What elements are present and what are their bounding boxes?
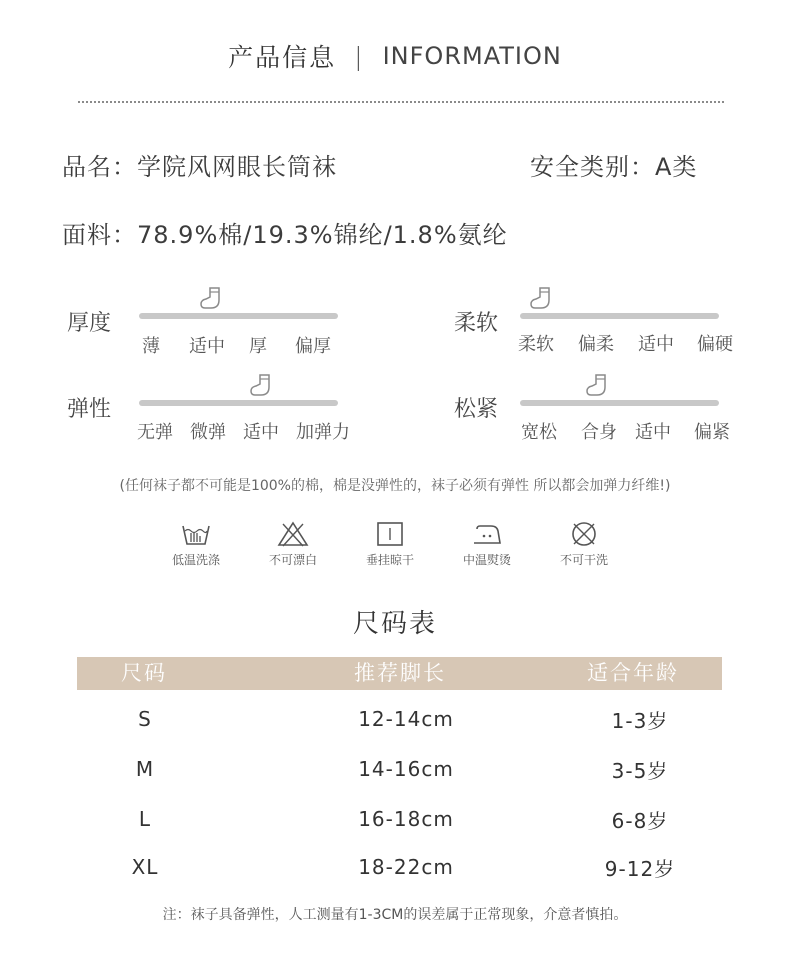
cell-foot-length: 16-18cm <box>358 807 454 831</box>
title-separator: | <box>354 41 365 71</box>
care-item-hand-wash <box>156 521 236 568</box>
product-name-label: 品名： <box>62 153 137 181</box>
iron-medium-icon <box>471 521 503 547</box>
hang-dry-icon <box>374 521 406 547</box>
fabric-label: 面料： <box>62 221 137 249</box>
attr-softness-label: 柔软 <box>454 311 499 336</box>
care-label: 垂挂晾干 <box>365 553 414 567</box>
care-item-no-dry-clean <box>544 521 624 568</box>
safety-category-value: A类 <box>655 153 698 181</box>
sock-indicator-icon <box>199 286 225 312</box>
thickness-option: 厚 <box>249 336 267 357</box>
cell-size: S <box>138 707 152 731</box>
elasticity-option: 无弹 <box>137 422 173 443</box>
safety-category-label: 安全类别： <box>530 153 655 181</box>
cell-age: 1-3岁 <box>611 709 669 733</box>
fit-option: 合身 <box>581 422 617 443</box>
fabric-value: 78.9%棉/19.3%锦纶/1.8%氨纶 <box>137 221 508 249</box>
care-label: 不可漂白 <box>268 553 317 567</box>
cell-foot-length: 18-22cm <box>358 855 454 879</box>
cell-age: 9-12岁 <box>604 857 676 881</box>
softness-option: 偏柔 <box>578 334 614 355</box>
header-foot-length: 推荐脚长 <box>354 661 446 685</box>
title-chinese: 产品信息 <box>228 43 337 72</box>
product-name <box>62 147 337 182</box>
cell-age: 3-5岁 <box>611 759 669 783</box>
attr-fit-label: 松紧 <box>454 397 499 422</box>
attr-elasticity-label: 弹性 <box>67 397 112 422</box>
care-item-no-bleach <box>253 521 333 568</box>
care-item-iron <box>447 521 527 568</box>
care-item-hang-dry <box>350 521 430 568</box>
fit-option: 适中 <box>635 422 671 443</box>
softness-option: 适中 <box>638 334 674 355</box>
dotted-divider <box>78 101 724 103</box>
cell-size: M <box>135 757 155 781</box>
softness-option: 柔软 <box>518 334 554 355</box>
thickness-option: 薄 <box>142 336 160 357</box>
softness-scale-bar <box>520 313 719 319</box>
fit-scale-bar <box>520 400 719 406</box>
measurement-footnote: 注：袜子具备弹性，人工测量有1-3CM的误差属于正常现象，介意者慎拍。 <box>162 907 628 923</box>
sock-indicator-icon <box>529 286 555 312</box>
elasticity-scale-bar <box>139 400 338 406</box>
safety-category <box>530 147 697 182</box>
attr-thickness-label: 厚度 <box>67 311 112 336</box>
title-english: INFORMATION <box>382 42 562 70</box>
sock-indicator-icon <box>585 373 611 399</box>
section-title <box>0 38 790 74</box>
header-size: 尺码 <box>121 661 167 685</box>
thickness-option: 偏厚 <box>295 336 331 357</box>
fit-option: 宽松 <box>521 422 557 443</box>
product-name-value: 学院风网眼长筒袜 <box>137 153 337 181</box>
thickness-option: 适中 <box>189 336 225 357</box>
elastic-fiber-note: (任何袜子都不可能是100%的棉，棉是没弹性的，袜子必须有弹性 所以都会加弹力纤维!) <box>119 478 671 494</box>
header-age: 适合年龄 <box>587 661 679 685</box>
elasticity-option: 加弹力 <box>296 422 350 443</box>
care-label: 不可干洗 <box>559 553 608 567</box>
size-chart-title: 尺码表 <box>352 609 437 639</box>
no-bleach-icon <box>277 521 309 547</box>
cell-foot-length: 14-16cm <box>358 757 454 781</box>
cell-foot-length: 12-14cm <box>358 707 454 731</box>
size-table-header <box>77 657 722 690</box>
cell-size: XL <box>131 855 159 879</box>
care-label: 低温洗涤 <box>171 553 220 567</box>
softness-option: 偏硬 <box>697 334 733 355</box>
cell-size: L <box>138 807 152 831</box>
elasticity-option: 微弹 <box>190 422 226 443</box>
hand-wash-icon <box>180 521 212 547</box>
fabric <box>62 215 508 250</box>
fit-option: 偏紧 <box>694 422 730 443</box>
sock-indicator-icon <box>249 373 275 399</box>
elasticity-option: 适中 <box>243 422 279 443</box>
thickness-scale-bar <box>139 313 338 319</box>
cell-age: 6-8岁 <box>611 809 669 833</box>
care-label: 中温熨烫 <box>462 553 511 567</box>
no-dry-clean-icon <box>568 521 600 547</box>
